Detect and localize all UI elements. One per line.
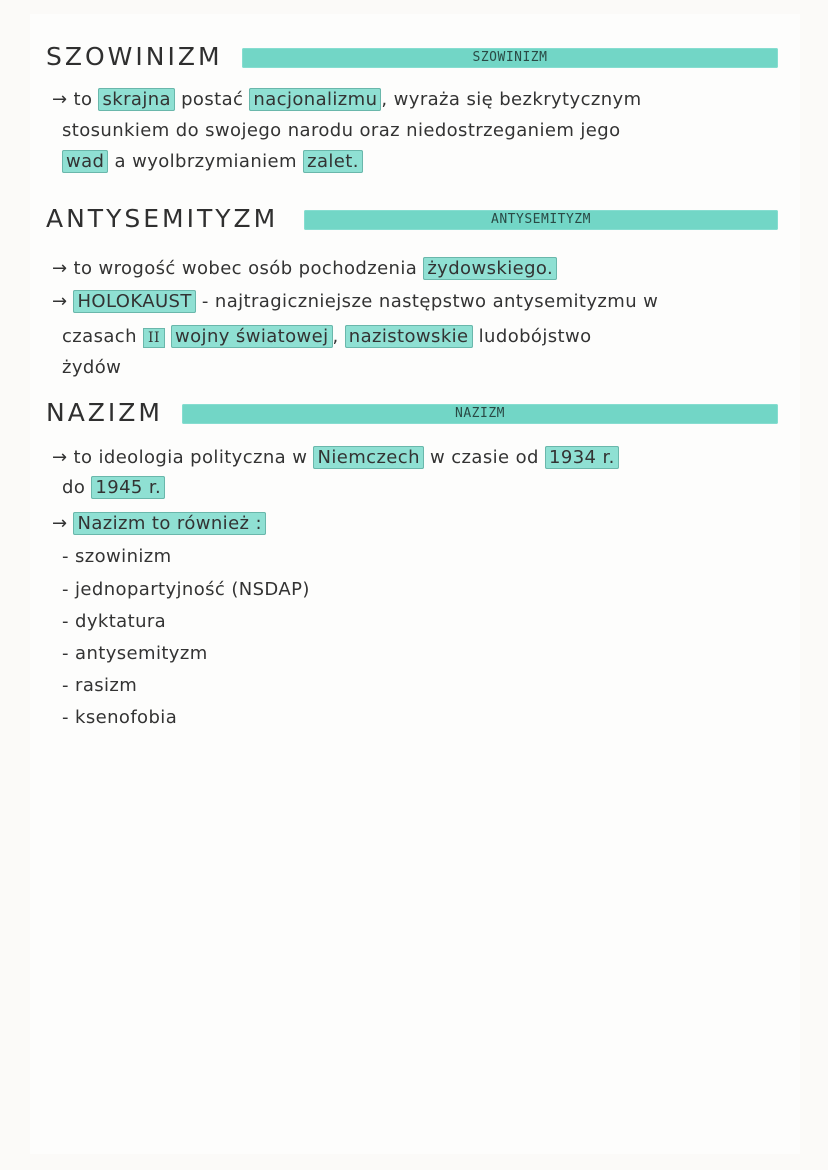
highlight-wad: wad <box>62 150 108 173</box>
heading-nazizm: NAZIZM <box>46 398 163 427</box>
heading-antysemityzm: ANTYSEMITYZM <box>46 204 279 233</box>
highlight-holokaust: HOLOKAUST <box>73 290 195 313</box>
highlight-nazizm-to-rowniez: Nazizm to również : <box>73 512 266 535</box>
highlight-nazistowskie: nazistowskie <box>345 325 473 348</box>
arrow-icon: → <box>52 258 68 279</box>
highlight-zydowskiego: żydowskiego. <box>423 257 557 280</box>
antysemityzm-line-2: → HOLOKAUST - najtragiczniejsze następstwo antysemityzmu w <box>52 291 659 312</box>
arrow-icon: → <box>52 89 68 110</box>
nazizm-line-3 <box>52 508 788 539</box>
highlight-skrajna: skrajna <box>98 88 174 111</box>
highlight-bar-antysemityzm <box>304 210 778 230</box>
arrow-icon: → <box>52 291 68 312</box>
szowinizm-line-2: stosunkiem do swojego narodu oraz niedostrzeganiem jego <box>62 120 621 141</box>
bar-label-nazizm: NAZIZM <box>455 406 505 421</box>
list-item: - rasizm <box>62 675 138 696</box>
szowinizm-line-1: → to skrajna postać nacjonalizmu , wyraża się bezkrytycznym <box>52 89 642 110</box>
highlight-nacjonalizmu: nacjonalizmu <box>249 88 381 111</box>
antysemityzm-line-3: czasach II wojny światowej , nazistowskie ludobójstwo <box>62 326 592 347</box>
highlight-1945: 1945 r. <box>91 476 165 499</box>
highlight-bar-szowinizm <box>242 48 778 68</box>
bar-label-szowinizm: SZOWINIZM <box>472 50 548 65</box>
arrow-icon: → <box>52 447 68 468</box>
highlight-bar-nazizm <box>182 404 778 424</box>
highlight-wojny-swiatowej: wojny światowej <box>171 325 333 348</box>
antysemityzm-line-1: → to wrogość wobec osób pochodzenia żydowskiego. <box>52 253 788 284</box>
roman-numeral-two: II <box>143 328 165 348</box>
section-szowinizm-header <box>46 40 778 74</box>
list-item: - szowinizm <box>62 546 172 567</box>
list-item: - ksenofobia <box>62 707 178 728</box>
list-item: - antysemityzm <box>62 643 208 664</box>
bar-label-antysemityzm: ANTYSEMITYZM <box>491 212 591 227</box>
heading-szowinizm: SZOWINIZM <box>46 42 223 71</box>
nazizm-line-1: → to ideologia polityczna w Niemczech w czasie od 1934 r. <box>52 442 788 473</box>
szowinizm-line-3: wad a wyolbrzymianiem zalet. <box>62 146 788 177</box>
highlight-niemczech: Niemczech <box>313 446 423 469</box>
antysemityzm-line-4: żydów <box>62 357 122 378</box>
highlight-zalet: zalet. <box>303 150 363 173</box>
section-antysemityzm-header <box>46 202 778 236</box>
nazizm-line-2: do 1945 r. <box>62 472 788 503</box>
arrow-icon: → <box>52 513 68 534</box>
list-item: - dyktatura <box>62 611 167 632</box>
section-nazizm-header <box>46 396 778 430</box>
list-item: - jednopartyjność (NSDAP) <box>62 579 310 600</box>
highlight-1934: 1934 r. <box>545 446 619 469</box>
